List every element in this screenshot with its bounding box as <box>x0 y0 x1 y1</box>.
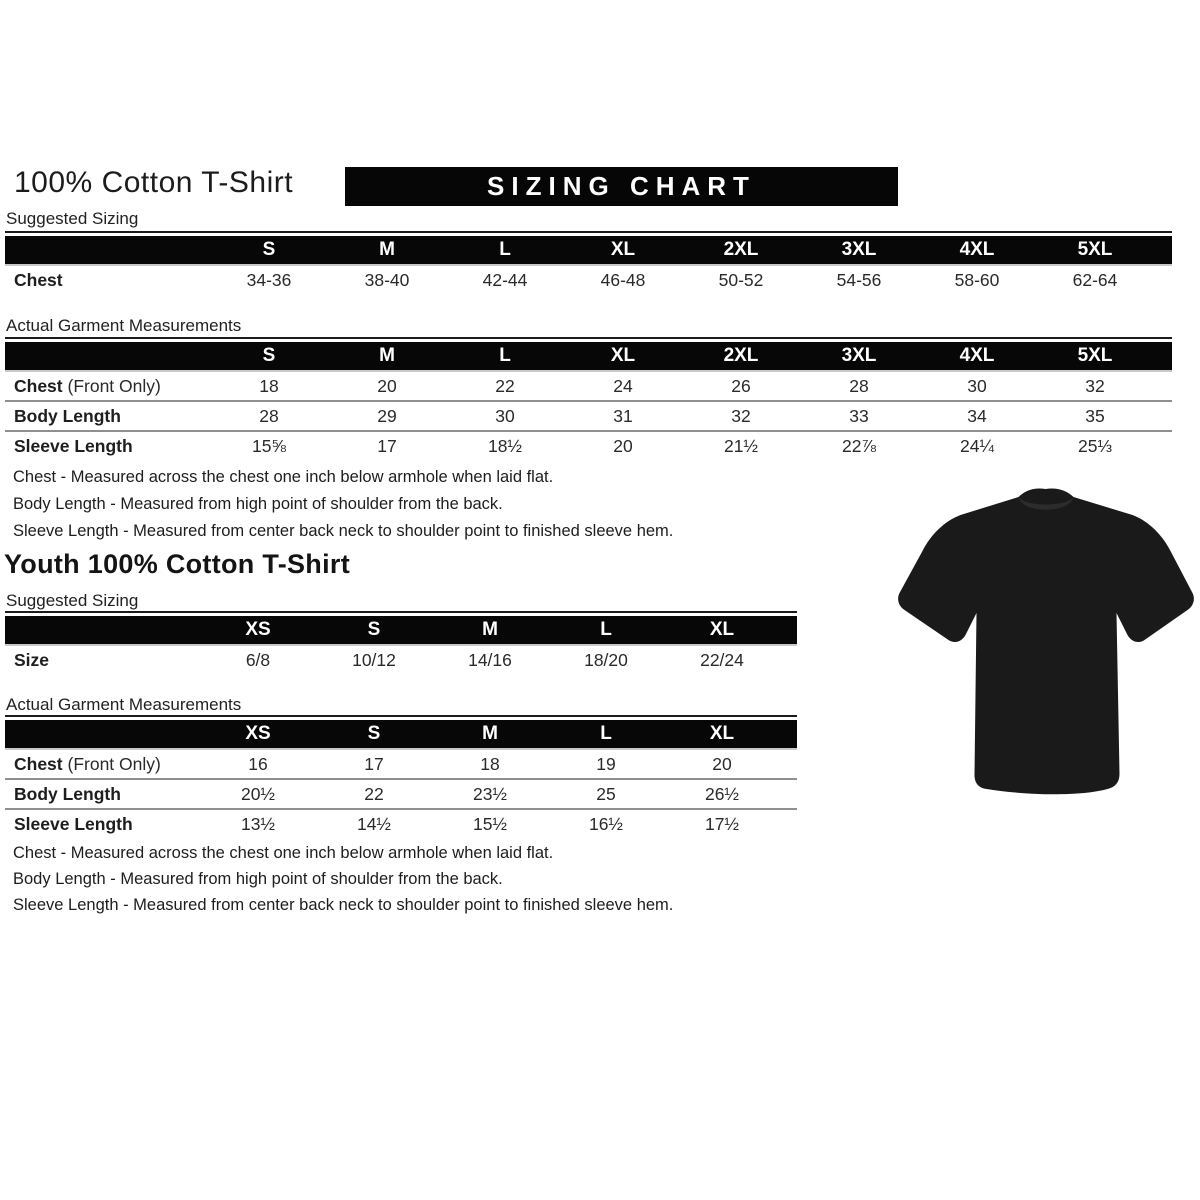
value-cell: 20½ <box>240 783 276 804</box>
value-cell: 22 <box>495 375 515 396</box>
value-cell: 20 <box>613 435 633 456</box>
note-body-length: Body Length - Measured from high point of shoulder from the back. <box>13 870 503 888</box>
value-cell: 22⅞ <box>841 435 877 456</box>
column-header: M <box>379 239 395 260</box>
table-row <box>5 808 797 838</box>
column-header: S <box>262 345 276 366</box>
youth-actual-measurements-label: Actual Garment Measurements <box>6 695 242 714</box>
row-label: Sleeve Length <box>14 435 133 456</box>
value-cell: 26½ <box>704 783 740 804</box>
value-cell: 42-44 <box>482 269 528 290</box>
value-cell: 18½ <box>487 435 523 456</box>
row-label: Size <box>14 649 50 670</box>
column-header: 4XL <box>959 239 995 260</box>
note-sleeve-length: Sleeve Length - Measured from center back neck to shoulder point to finished sleeve hem. <box>13 896 674 914</box>
youth-actual-header-row <box>5 720 797 750</box>
adult-suggested-sizing-label: Suggested Sizing <box>6 209 139 228</box>
sizing-chart-banner: SIZING CHART <box>345 167 898 206</box>
column-header: XL <box>709 723 735 744</box>
adult-actual-table <box>5 337 1172 460</box>
note-chest: Chest - Measured across the chest one inch below armhole when laid flat. <box>13 844 554 862</box>
note-body-length: Body Length - Measured from high point of shoulder from the back. <box>13 495 503 513</box>
column-header: L <box>600 723 612 744</box>
table-row <box>5 750 797 778</box>
row-label-cell <box>5 754 200 775</box>
column-header: M <box>482 723 498 744</box>
column-header: 3XL <box>841 345 877 366</box>
row-label: Sleeve Length <box>14 813 133 834</box>
value-cell: 18/20 <box>584 649 628 670</box>
column-header: L <box>499 345 511 366</box>
value-cell: 54-56 <box>836 269 882 290</box>
adult-suggested-header-row <box>5 236 1172 266</box>
value-cell: 17 <box>364 753 384 774</box>
youth-measurement-notes <box>13 840 673 918</box>
row-label-cell <box>5 436 210 457</box>
adult-suggested-table <box>5 231 1172 294</box>
row-label-suffix: (Front Only) <box>62 753 161 774</box>
column-header: XS <box>245 723 271 744</box>
value-cell: 28 <box>259 405 279 426</box>
value-cell: 62-64 <box>1072 269 1118 290</box>
value-cell: 15⅝ <box>251 435 287 456</box>
page-title: 100% Cotton T-Shirt <box>14 166 294 199</box>
column-header: L <box>600 619 612 640</box>
table-topline <box>5 715 797 717</box>
column-header: XL <box>709 619 735 640</box>
column-header: S <box>367 723 381 744</box>
tshirt-body-shape <box>898 488 1194 794</box>
value-cell: 18 <box>259 375 279 396</box>
column-header: M <box>482 619 498 640</box>
row-label: Body Length <box>14 405 121 426</box>
row-label: Chest <box>14 753 63 774</box>
value-cell: 38-40 <box>364 269 410 290</box>
value-cell: 50-52 <box>718 269 764 290</box>
table-row <box>5 266 1172 294</box>
value-cell: 33 <box>849 405 869 426</box>
youth-title: Youth 100% Cotton T-Shirt <box>4 549 350 579</box>
value-cell: 24 <box>613 375 633 396</box>
table-row <box>5 400 1172 430</box>
table-row <box>5 372 1172 400</box>
column-header: 2XL <box>723 239 759 260</box>
value-cell: 35 <box>1085 405 1105 426</box>
value-cell: 24¼ <box>959 435 995 456</box>
value-cell: 16 <box>248 753 268 774</box>
black-tshirt-photo <box>892 477 1200 802</box>
row-label-cell <box>5 784 200 805</box>
value-cell: 32 <box>1085 375 1105 396</box>
note-chest: Chest - Measured across the chest one inch below armhole when laid flat. <box>13 468 554 486</box>
youth-suggested-sizing-label: Suggested Sizing <box>6 591 139 610</box>
value-cell: 21½ <box>723 435 759 456</box>
value-cell: 14½ <box>356 813 392 834</box>
value-cell: 31 <box>613 405 633 426</box>
column-header: 5XL <box>1077 239 1113 260</box>
value-cell: 6/8 <box>245 649 271 670</box>
value-cell: 25⅓ <box>1077 435 1113 456</box>
adult-measurement-notes <box>13 464 673 545</box>
value-cell: 22 <box>364 783 384 804</box>
value-cell: 17½ <box>704 813 740 834</box>
table-topline <box>5 337 1172 339</box>
value-cell: 16½ <box>588 813 624 834</box>
value-cell: 29 <box>377 405 397 426</box>
value-cell: 13½ <box>240 813 276 834</box>
row-label-cell <box>5 406 210 427</box>
value-cell: 19 <box>596 753 616 774</box>
value-cell: 32 <box>731 405 751 426</box>
column-header: M <box>379 345 395 366</box>
row-label-cell <box>5 814 200 835</box>
value-cell: 14/16 <box>468 649 512 670</box>
value-cell: 10/12 <box>352 649 396 670</box>
column-header: S <box>262 239 276 260</box>
table-topline <box>5 231 1172 233</box>
row-label-suffix: (Front Only) <box>62 375 161 396</box>
value-cell: 17 <box>377 435 397 456</box>
youth-suggested-table <box>5 611 797 674</box>
value-cell: 18 <box>480 753 500 774</box>
table-row <box>5 430 1172 460</box>
table-row <box>5 778 797 808</box>
column-header: 5XL <box>1077 345 1113 366</box>
column-header: S <box>367 619 381 640</box>
youth-suggested-header-row <box>5 616 797 646</box>
value-cell: 34-36 <box>246 269 292 290</box>
row-label: Chest <box>14 375 63 396</box>
value-cell: 15½ <box>472 813 508 834</box>
value-cell: 20 <box>712 753 732 774</box>
column-header: 2XL <box>723 345 759 366</box>
note-sleeve-length: Sleeve Length - Measured from center back neck to shoulder point to finished sleeve hem. <box>13 522 674 540</box>
table-topline <box>5 611 797 613</box>
row-label: Chest <box>14 269 63 290</box>
column-header: XL <box>610 239 636 260</box>
value-cell: 34 <box>967 405 987 426</box>
value-cell: 30 <box>967 375 987 396</box>
value-cell: 58-60 <box>954 269 1000 290</box>
column-header: L <box>499 239 511 260</box>
column-header: XL <box>610 345 636 366</box>
value-cell: 30 <box>495 405 515 426</box>
row-label-cell <box>5 376 210 397</box>
adult-actual-header-row <box>5 342 1172 372</box>
column-header: 3XL <box>841 239 877 260</box>
row-label-cell <box>5 650 200 671</box>
youth-actual-table <box>5 715 797 838</box>
value-cell: 46-48 <box>600 269 646 290</box>
value-cell: 25 <box>596 783 616 804</box>
adult-actual-measurements-label: Actual Garment Measurements <box>6 316 242 335</box>
value-cell: 22/24 <box>700 649 744 670</box>
row-label-cell <box>5 270 210 291</box>
row-label: Body Length <box>14 783 121 804</box>
table-row <box>5 646 797 674</box>
value-cell: 23½ <box>472 783 508 804</box>
value-cell: 28 <box>849 375 869 396</box>
column-header: XS <box>245 619 271 640</box>
value-cell: 20 <box>377 375 397 396</box>
value-cell: 26 <box>731 375 751 396</box>
column-header: 4XL <box>959 345 995 366</box>
